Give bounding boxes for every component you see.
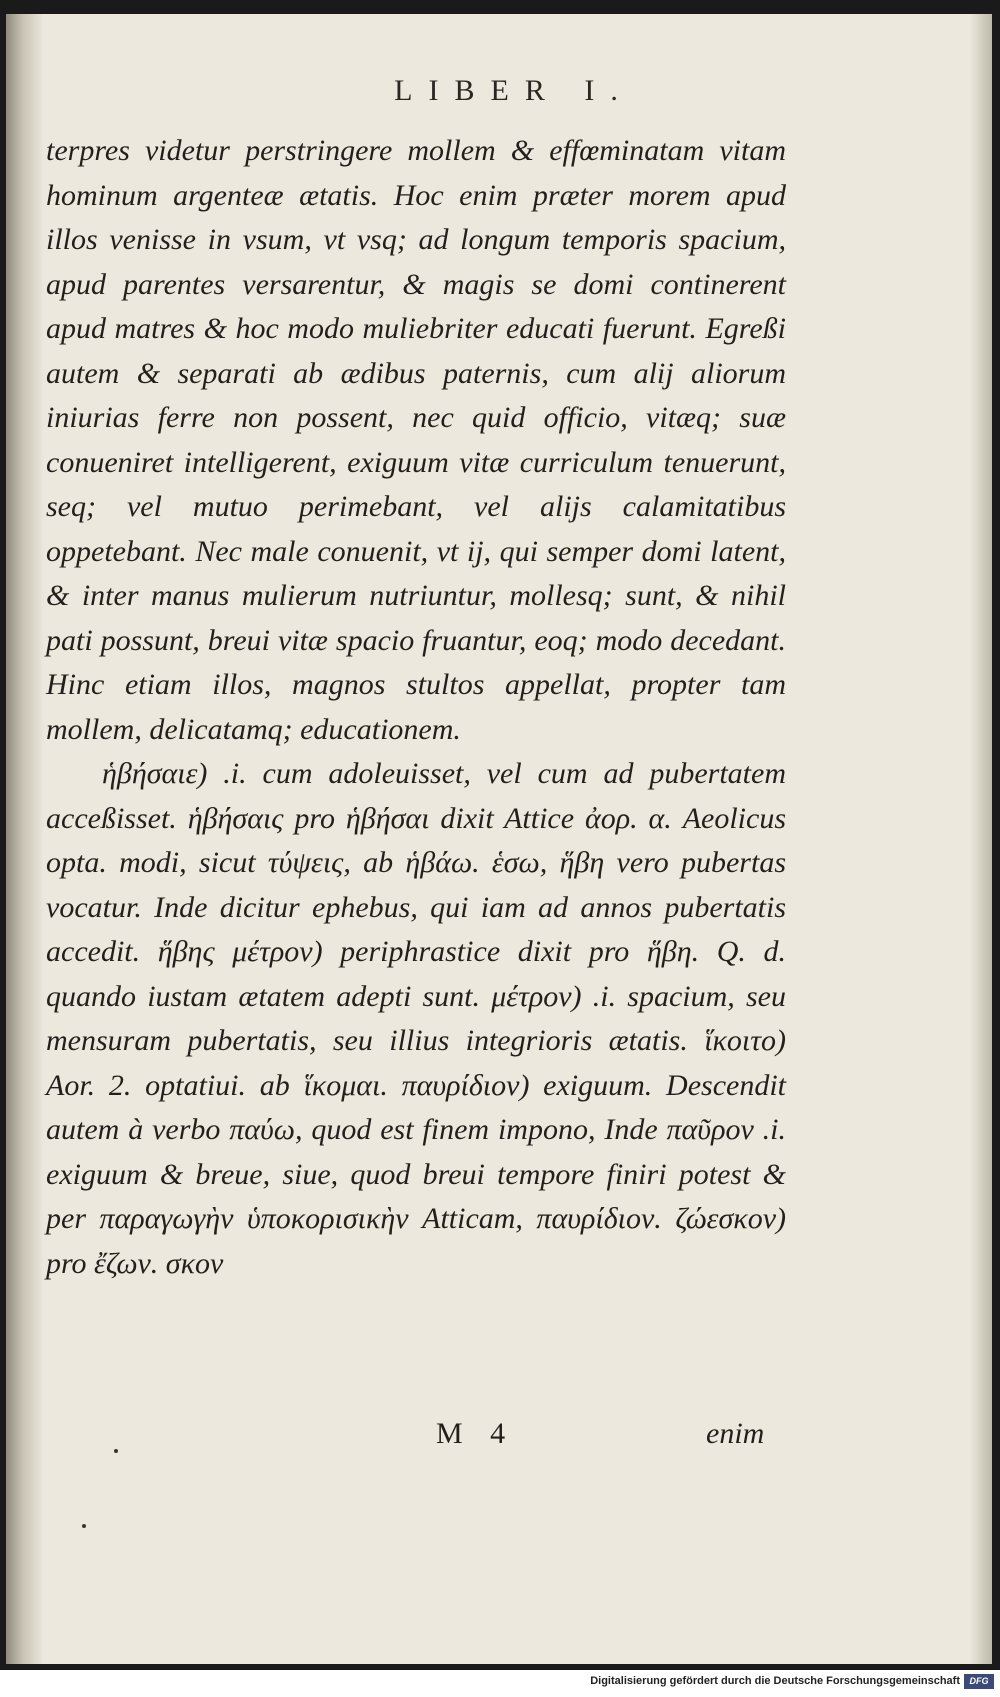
- paragraph-commentary: terpres videtur perstringere mollem & effœminatam vitam hominum argenteæ ætatis. Hoc enim præter morem apud illos venisse in vsum, vt vsq; ad longum temporis spacium, apud parentes versarentur, & magis se domi continerent apud matres & hoc modo muliebriter educati fuerunt. Egreßi autem & separati ab ædibus paternis, cum alij aliorum iniurias ferre non possent, nec quid officio, vitæq; suæ conueniret intelligerent, exiguum vitæ curriculum tenuerunt, seq; vel mutuo perimebant, vel alijs calamitatibus oppetebant. Nec male conuenit, vt ij, qui semper domi latent, & inter manus mulierum nutriuntur, mollesq; sunt, & nihil pati possunt, breui vitæ spacio fruantur, eoq; modo decedant. Hinc etiam illos, magnos stultos appellat, propter tam mollem, delicatamq; educationem.: [46, 134, 786, 746]
- dfg-logo: DFG: [964, 1674, 994, 1689]
- running-head: LIBER I.: [394, 74, 634, 107]
- footer-bar: [0, 1670, 1000, 1697]
- catchword: enim: [706, 1417, 765, 1450]
- paper-speck: [114, 1449, 118, 1453]
- paragraph-glosses: ἡβήσαιε) .i. cum adoleuisset, vel cum ad pubertatem acceßisset. ἡβήσαις pro ἡβήσαι dixit Attice ἀορ. α. Aeolicus opta. modi, sicut τύψεις, ab ἡβάω. ἑσω, ἥβη vero pubertas vocatur. Inde dicitur ephebus, qui iam ad annos pubertatis accedit. ἥβης μέτρον) periphrastice dixit pro ἥβη. Q. d. quando iustam ætatem adepti sunt. μέτρον) .i. spacium, seu mensuram pubertatis, seu illius integrioris ætatis. ἵκοιτο) Aor. 2. optatiui. ab ἵκομαι. παυρίδιον) exiguum. Descendit autem à verbo παύω, quod est finem impono, Inde παῦρον .i. exiguum & breue, siue, quod breui tempore finiri potest & per παραγωγὴν ὑποκορισικὴν Atticam, παυρίδιον. ζώεσκον) pro ἔζων. σκον: [46, 757, 786, 1280]
- funding-credit: Digitalisierung gefördert durch die Deutsche Forschungsgemeinschaft: [590, 1675, 960, 1687]
- page-edge-shadow: [970, 14, 992, 1664]
- body-text: [46, 129, 786, 1286]
- paper-speck: [82, 1524, 86, 1528]
- signature-mark: M 4: [436, 1417, 516, 1450]
- book-page: [6, 14, 992, 1664]
- gutter-shadow: [6, 14, 44, 1664]
